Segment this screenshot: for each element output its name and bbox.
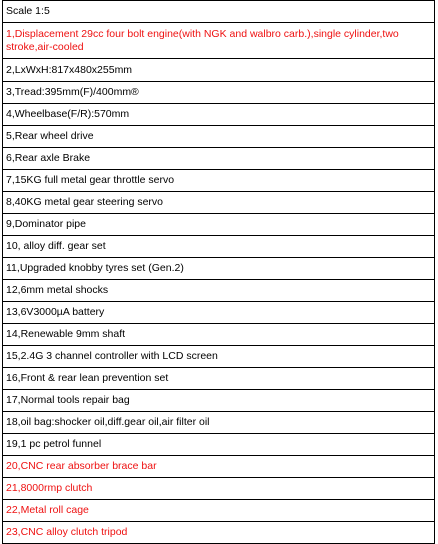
spec-item-text: 16,Front & rear lean prevention set [3, 368, 435, 390]
spec-item-text: 10, alloy diff. gear set [3, 236, 435, 258]
spec-row [3, 214, 435, 236]
spec-row [3, 412, 435, 434]
spec-row [3, 104, 435, 126]
spec-row [3, 82, 435, 104]
spec-row [3, 192, 435, 214]
spec-row [3, 456, 435, 478]
spec-item-text: 18,oil bag:shocker oil,diff.gear oil,air filter oil [3, 412, 435, 434]
spec-item-text: 8,40KG metal gear steering servo [3, 192, 435, 214]
spec-item-text: 17,Normal tools repair bag [3, 390, 435, 412]
spec-row [3, 390, 435, 412]
spec-item-text: 12,6mm metal shocks [3, 280, 435, 302]
spec-item-text: 23,CNC alloy clutch tripod [3, 522, 435, 544]
spec-table [2, 0, 435, 544]
spec-row [3, 236, 435, 258]
spec-row [3, 23, 435, 59]
spec-item-text: 22,Metal roll cage [3, 500, 435, 522]
spec-row [3, 324, 435, 346]
spec-row [3, 500, 435, 522]
scale-row [3, 1, 435, 23]
spec-row [3, 170, 435, 192]
spec-row [3, 59, 435, 82]
spec-row [3, 148, 435, 170]
spec-item-text: 15,2.4G 3 channel controller with LCD screen [3, 346, 435, 368]
spec-item-text: 5,Rear wheel drive [3, 126, 435, 148]
spec-row [3, 302, 435, 324]
spec-item-text: 1,Displacement 29cc four bolt engine(with NGK and walbro carb.),single cylinder,two stroke,air-cooled [3, 23, 435, 59]
spec-row [3, 280, 435, 302]
spec-item-text: 11,Upgraded knobby tyres set (Gen.2) [3, 258, 435, 280]
spec-item-text: 9,Dominator pipe [3, 214, 435, 236]
spec-table-body [3, 1, 435, 544]
spec-row [3, 346, 435, 368]
spec-item-text: 3,Tread:395mm(F)/400mm® [3, 82, 435, 104]
spec-item-text: 7,15KG full metal gear throttle servo [3, 170, 435, 192]
spec-row [3, 478, 435, 500]
spec-row [3, 522, 435, 544]
spec-row [3, 368, 435, 390]
spec-item-text: 4,Wheelbase(F/R):570mm [3, 104, 435, 126]
spec-item-text: 21,8000rmp clutch [3, 478, 435, 500]
spec-item-text: 6,Rear axle Brake [3, 148, 435, 170]
spec-row [3, 126, 435, 148]
scale-cell: Scale 1:5 [3, 1, 435, 23]
spec-row [3, 434, 435, 456]
spec-row [3, 258, 435, 280]
spec-item-text: 20,CNC rear absorber brace bar [3, 456, 435, 478]
spec-item-text: 19,1 pc petrol funnel [3, 434, 435, 456]
spec-item-text: 13,6V3000µA battery [3, 302, 435, 324]
spec-item-text: 14,Renewable 9mm shaft [3, 324, 435, 346]
spec-item-text: 2,LxWxH:817x480x255mm [3, 59, 435, 82]
